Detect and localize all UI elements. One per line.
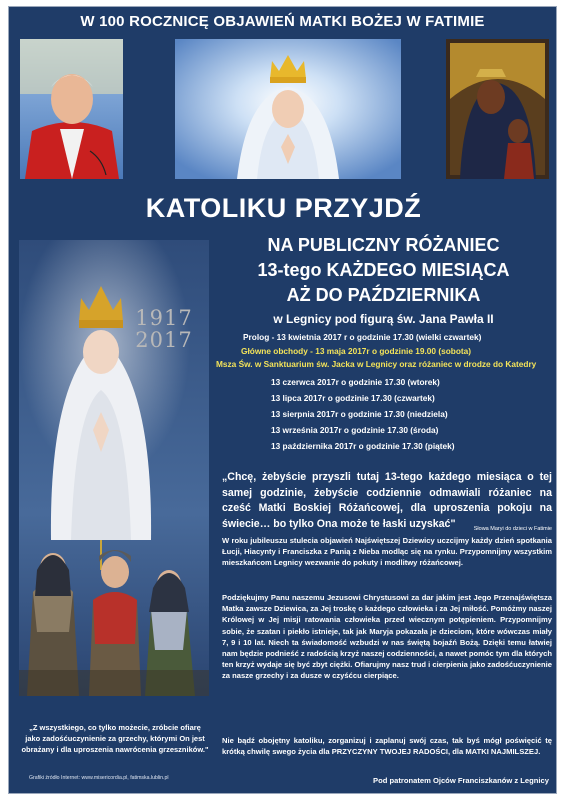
poster <box>8 6 557 794</box>
patronage-note: Pod patronatem Ojców Franciszkanów z Legnicy <box>373 776 549 785</box>
schedule-date: 13 lipca 2017r o godzinie 17.30 (czwartek) <box>271 393 435 403</box>
schedule-date: 13 czerwca 2017r o godzinie 17.30 (wtorek) <box>271 377 440 387</box>
schedule-date: 13 września 2017r o godzinie 17.30 (środa) <box>271 425 439 435</box>
schedule-mass: Msza Św. w Sanktuarium św. Jacka w Legnicy oraz różaniec w drodze do Katedry <box>216 359 537 369</box>
location-line: w Legnicy pod figurą św. Jana Pawła II <box>273 312 494 326</box>
paragraph-appeal: Nie bądź obojętny katoliku, zorganizuj i zaplanuj swój czas, tak byś mógł poświęcić tę krótką chwilę swego życia dla PRZYCZYNY TWOJEJ RADOŚCI, dla MATKI NAJMILSZEJ. <box>222 736 552 757</box>
subheading-line-1: NA PUBLICZNY RÓŻANIEC <box>267 235 500 255</box>
schedule-prolog: Prolog - 13 kwietnia 2017 r o godzinie 17.30 (wielki czwartek) <box>243 332 482 342</box>
quote-source: Słowa Maryi do dzieci w Fatimie <box>473 526 552 532</box>
subheading-line-3: AŻ DO PAŹDZIERNIKA <box>286 285 481 305</box>
paragraph-jubilee: W roku jubileuszu stulecia objawień Najświętszej Dziewicy uczcijmy każdy dzień spotkania Łucji, Hiacynty i Franciszka z Panią z Nieba modląc się na rynku. Przypomnijmy wszystkim mieszkańcom Legnicy wezwanie do pokuty i modlitwy różańcowej. <box>222 536 552 568</box>
main-heading: KATOLIKU PRZYJDŹ <box>145 193 422 223</box>
fatima-quote: „Chcę, żebyście przyszli tutaj 13-tego każdego miesiąca o tej samej godzinie, żebyście codziennie odmawiali różaniec na cześć Matki Boskiej Różańcowej, dla uproszenia pokoju na świecie… bo tylko Ona może te łaski uzyskać" <box>222 471 552 530</box>
fatima-madonna-photo <box>175 39 401 179</box>
pope-photo <box>20 39 123 179</box>
image-credits: Grafiki źródło Internet: www.misericordia.pl, fatimska.lublin.pl <box>29 775 169 781</box>
header-title: W 100 ROCZNICĘ OBJAWIEŃ MATKI BOŻEJ W FATIMIE <box>80 13 485 30</box>
left-quote: „Z wszystkiego, co tylko możecie, zróbcie ofiarę jako zadośćuczynienie za grzechy, którymi On jest obrażany i dla uproszenia nawrócenia grzeszników." <box>21 723 209 754</box>
year-end: 2017 <box>135 328 193 352</box>
year-start: 1917 <box>135 306 193 330</box>
schedule-date: 13 sierpnia 2017r o godzinie 17.30 (niedziela) <box>271 409 448 419</box>
subheading-line-2: 13-tego KAŻDEGO MIESIĄCA <box>257 260 510 280</box>
czestochowa-icon-photo <box>446 39 549 179</box>
schedule-date: 13 października 2017r o godzinie 17.30 (piątek) <box>271 441 455 451</box>
schedule-main-celebration: Główne obchody - 13 maja 2017r o godzinie 19.00 (sobota) <box>241 346 472 356</box>
anniversary-years <box>121 307 207 351</box>
paragraph-thanks: Podziękujmy Panu naszemu Jezusowi Chrystusowi za dar jakim jest Jego Przenajświętsza Matka zawsze Dziewica, za Jej troskę o każdego człowieka i za Jej miłość. Pomóżmy naszej Królowej w Jej misji ratowania człowieka przed wiecznym potępieniem. Przypomnijmy sobie, że szatan i piekło istnieje, tak jak Maryja pokazała je dzieciom, które wówczas miały 7, 9 i 10 lat. Niech ta świadomość wzbudzi w nas świętą bojaźń Bożą. Dzięki temu łatwiej nam będzie podnieść z radością krzyż naszej codzienności, a nawet pomóc tym dla których ten krzyż wydaje się być zbyt ciężki. Ofiarujmy nasz trud i cierpienia jako zadośćuczynienie za nasze grzechy i za dusze w czyśćcu cierpiące. <box>222 593 553 681</box>
